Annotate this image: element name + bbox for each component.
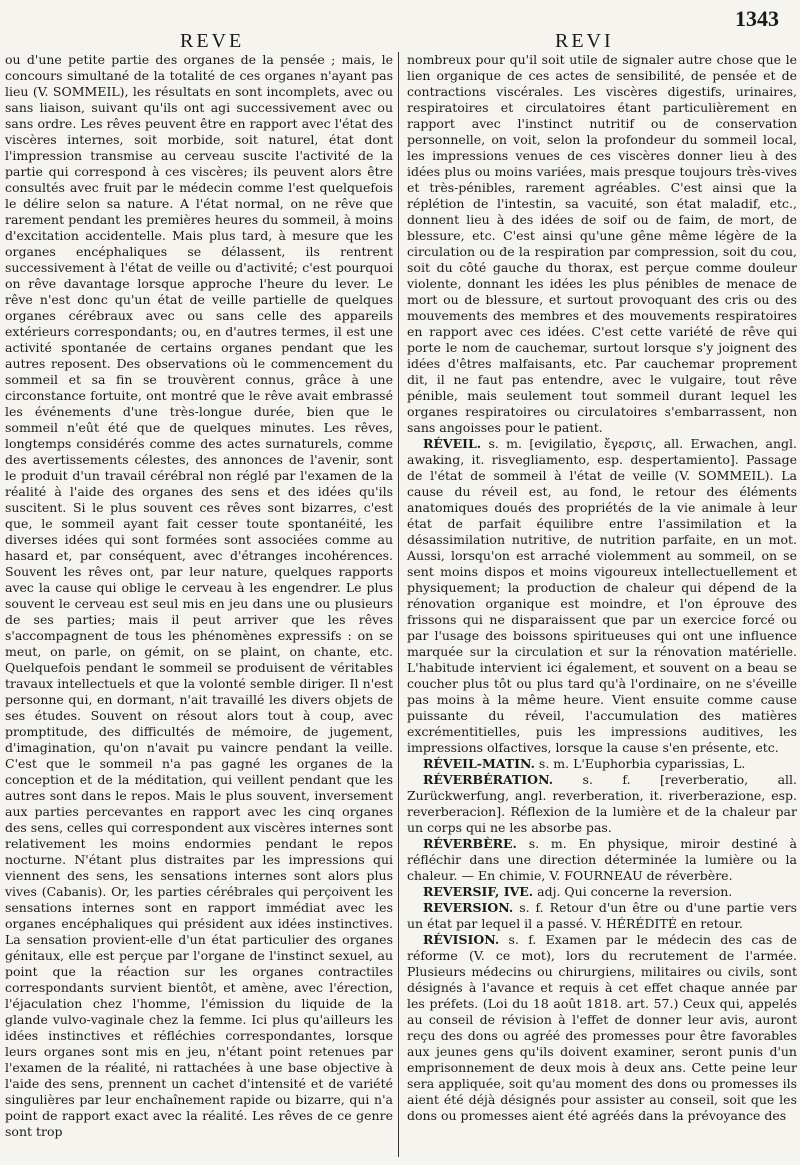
entry-headword: REVERSION.: [423, 900, 514, 915]
entry-definition: s. m. L'Euphorbia cyparissias, L.: [534, 756, 746, 771]
dictionary-entry: [407, 836, 797, 884]
running-header: [0, 6, 800, 52]
column-divider: [398, 52, 399, 1157]
entry-headword: RÉVERBÈRE.: [423, 836, 517, 851]
left-column: [5, 52, 393, 1140]
entry-definition: s. m. En physique, miroir destiné à réfléchir dans une direction déterminée la lumière ou la chaleur. — En chimie, V. FOURNEAU de réverbère.: [407, 836, 797, 883]
dictionary-entry: [407, 884, 797, 900]
dictionary-entry: [407, 756, 797, 772]
dictionary-entry: [407, 932, 797, 1124]
dictionary-entry: [407, 436, 797, 756]
entry-definition: s. m. [evigilatio, ἔγερσις, all. Erwachen, angl. awaking, it. risvegliamento, esp. despertamiento]. Passage de l'état de sommeil à l'état de veille (V. SOMMEIL). La cause du réveil est, au fond, le retour des éléments anatomiques doués des propriétés de la vie animale à leur état de parfait équilibre entre l'assimilation et la désassimilation nutritive, de nutrition parfaite, en un mot. Aussi, lorsqu'on est arraché violemment au sommeil, on se sent moins dispos et moins vigoureux intellectuellement et physiquement; la production de chaleur qui dépend de la rénovation organique est moindre, et l'on éprouve des frissons qui ne disparaissent que par un exercice forcé ou par l'usage des boissons spiritueuses qui ont une influence marquée sur la circulation et sur la rénovation matérielle. L'habitude intervient ici également, et souvent on a beau se coucher plus tôt ou plus tard qu'à l'ordinaire, on ne s'éveille pas moins à la même heure. Vient ensuite comme cause puissante du réveil, l'accumulation des matières excrémentitielles, puis les impressions auditives, les impressions olfactives, lorsque la cause s'en présente, etc.: [407, 436, 797, 755]
entry-headword: REVERSIF, IVE.: [423, 884, 534, 899]
continued-paragraph-right: nombreux pour qu'il soit utile de signaler autre chose que le lien organique de ces actes de sensibilité, de pensée et de contractions viscérales. Les viscères digestifs, urinaires, respiratoires et circulatoires étant particulièrement en rapport avec l'instinct nutritif ou de conservation personnelle, on voit, selon la profondeur du sommeil local, les impressions venues de ces viscères donner lieu à des idées plus ou moins variées, mais presque toujours très-vives et très-pénibles, rarement agréables. C'est ainsi que la réplétion de l'intestin, sa vacuité, son état maladif, etc., donnent lieu à des idées de soif ou de faim, de mort, de blessure, etc. C'est ainsi qu'une gêne même légère de la circulation ou de la respiration par compression, soit du cou, soit du côté gauche du thorax, est perçue comme douleur violente, donnant les idées les plus pénibles de menace de mort ou de blessure, et surtout provoquant des cris ou des mouvements des membres et des mouvements respiratoires en rapport avec ces idées. C'est cette variété de rêve qui porte le nom de cauchemar, surtout lorsque s'y joignent des idées d'êtres malfaisants, etc. Par cauchemar proprement dit, il ne faut pas entendre, avec le vulgaire, tout rêve pénible, mais seulement tout sommeil durant lequel les organes respiratoires ou circulatoires s'embarrassent, non sans angoisses pour le patient.: [407, 52, 797, 435]
entry-definition: s. f. [reverberatio, all. Zurückwerfung, angl. reverberation, it. riverberazione, esp. reverberacion]. Réflexion de la lumière et de la chaleur par un corps qui ne les absorbe pas.: [407, 772, 797, 835]
page-number: 1343: [735, 6, 779, 31]
entry-headword: RÉVISION.: [423, 932, 500, 947]
header-left-word: REVE: [180, 30, 245, 52]
entry-definition: s. f. Examen par le médecin des cas de réforme (V. ce mot), lors du recrutement de l'armée. Plusieurs médecins ou chirurgiens, militaires ou civils, sont désignés à l'avance et requis à cet effet chaque année par les préfets. (Loi du 18 août 1818. art. 57.) Ceux qui, appelés au conseil de révision à l'effet de donner leur avis, auront reçu des dons ou agréé des promesses pour être favorables aux jeunes gens qu'ils doivent examiner, seront punis d'un emprisonnement de deux mois à deux ans. Cette peine leur sera appliquée, soit qu'au moment des dons ou promesses ils aient été déjà désignés pour assister au conseil, soit que les dons ou promesses aient été agréés dans la prévoyance des: [407, 932, 797, 1123]
dictionary-entry: [407, 772, 797, 836]
entry-headword: RÉVERBÉRATION.: [423, 772, 554, 787]
entry-definition: adj. Qui concerne la reversion.: [533, 884, 733, 899]
entry-definition: s. f. Retour d'un être ou d'une partie vers un état par lequel il a passé. V. HÉRÉDITÉ en retour.: [407, 900, 797, 931]
continued-paragraph: ou d'une petite partie des organes de la pensée ; mais, le concours simultané de la totalité de ces organes n'ayant pas lieu (V. SOMMEIL), les résultats en sont incomplets, avec ou sans liaison, suivant qu'ils ont agi successivement avec ou sans ordre. Les rêves peuvent être en rapport avec l'état des viscères internes, soit morbide, soit naturel, état dont l'impression transmise au cerveau suscite l'activité de la partie qui correspond à ces viscères; ils peuvent alors être consultés avec fruit par le médecin comme l'est quelquefois le délire selon sa nature. A l'état normal, on ne rêve que rarement pendant les premières heures du sommeil, à moins d'excitation accidentelle. Mais plus tard, à mesure que les organes encéphaliques se délassent, ils rentrent successivement à l'état de veille ou d'activité; c'est pourquoi on rêve davantage lorsque approche l'heure du lever. Le rêve n'est donc qu'un état de veille partielle de quelques organes cérébraux avec ou sans celle des appareils extérieurs correspondants; ou, en d'autres termes, il est une activité spontanée de certains organes pendant que les autres reposent. Des observations où le commencement du sommeil et sa fin se trouvèrent connus, grâce à une circonstance fortuite, ont montré que le rêve avait embrassé les événements d'une très-longue durée, bien que le sommeil n'eût été que de quelques minutes. Les rêves, longtemps considérés comme des actes surnaturels, comme des avertissements célestes, des annonces de l'avenir, sont le produit d'un travail cérébral non réglé par l'examen de la réalité à l'aide des organes des sens et des idées qu'ils suscitent. Si le plus souvent ces rêves sont bizarres, c'est que, le sommeil ayant fait cesser toute spontanéité, les diverses idées qui sont formées sont associées comme au hasard et, par conséquent, avec d'étranges incohérences. Souvent les rêves ont, par leur nature, quelques rapports avec la cause qui oblige le cerveau à les engendrer. Le plus souvent le cerveau est seul mis en jeu dans une ou plusieurs de ses parties; mais il peut arriver que les rêves s'accompagnent de tous les phénomènes expressifs : on se meut, on parle, on gémit, on se plaint, on chante, etc. Quelquefois pendant le sommeil se produisent de véritables travaux intellectuels et que la volonté semble diriger. Il n'est personne qui, en dormant, n'ait travaillé les divers objets de ses études. Souvent on résout alors tout à coup, avec promptitude, des difficultés de mémoire, de jugement, d'imagination, qu'on n'avait pu vaincre pendant la veille. C'est que le sommeil n'a pas gagné les organes de la conception et de la méditation, qui veillent pendant que les autres sont dans le repos. Mais le plus souvent, inversement aux parties percevantes en rapport avec les cinq organes des sens, celles qui correspondent aux viscères internes sont relativement les moins endormies pendant le repos nocturne. N'étant plus distraites par les impressions qui viennent des sens, les sensations internes sont alors plus vives (Cabanis). Or, les parties cérébrales qui perçoivent les sensations internes sont en rapport immédiat avec les organes encéphaliques qui président aux idées instinctives. La sensation provient-elle d'un état particulier des organes génitaux, elle est perçue par l'organe de l'instinct sexuel, au point que la réaction sur les organes contractiles correspondants survient bientôt, et amène, avec l'érection, l'éjaculation chez l'homme, l'émission du liquide de la glande vulvo-vaginale chez la femme. Ici plus qu'ailleurs les idées instinctives et réfléchies correspondantes, lorsque leurs organes sont mis en jeu, n'étant point retenues par l'examen de la réalité, ni rattachées à une base objective à l'aide des sens, prennent un cachet d'intensité et de variété singulières par leur enchaînement rapide ou bizarre, qui n'a point de rapport exact avec la réalité. Les rêves de ce genre sont trop: [5, 52, 393, 1139]
right-column: [407, 52, 797, 1124]
entry-headword: RÉVEIL.: [423, 436, 482, 451]
entry-headword: RÉVEIL-MATIN.: [423, 756, 535, 771]
dictionary-entry: [407, 900, 797, 932]
header-right-word: REVI: [555, 30, 614, 52]
